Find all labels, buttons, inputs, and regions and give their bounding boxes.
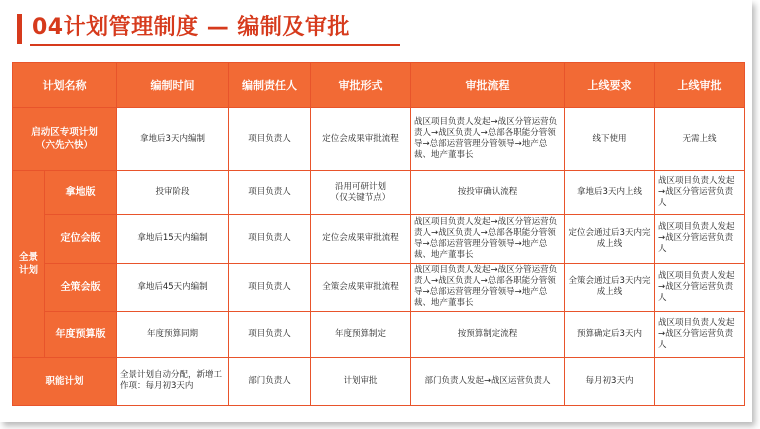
cell-online-req: 定位会通过后3天内完成上线 [565,215,655,263]
cell-flow: 按预算制定流程 [411,311,565,357]
cell-owner: 项目负责人 [229,108,311,171]
row-name-nadi: 拿地版 [45,171,117,215]
cell-online-approval: 战区项目负责人发起→战区分管运营负责人 [655,263,745,311]
table-row [13,108,745,171]
cell-online-approval [655,357,745,405]
cell-time: 拿地后45天内编制 [117,263,229,311]
header-compile-owner: 编制责任人 [229,63,311,108]
header-online-approval: 上线审批 [655,63,745,108]
header-plan-name: 计划名称 [13,63,117,108]
cell-form: 定位会成果审批流程 [311,108,411,171]
cell-time: 年度预算同期 [117,311,229,357]
row-name-quance: 全策会版 [45,263,117,311]
cell-form: 定位会成果审批流程 [311,215,411,263]
table-row [13,311,745,357]
cell-online-req: 预算确定后3天内 [565,311,655,357]
cell-form: 计划审批 [311,357,411,405]
table-row [13,171,745,215]
plan-approval-table [12,62,745,406]
row-name-qiandong: 启动区专项计划 （六先六快） [13,108,117,171]
cell-form: 全策会成果审批流程 [311,263,411,311]
row-name-niandu: 年度预算版 [45,311,117,357]
cell-owner: 项目负责人 [229,215,311,263]
cell-owner: 项目负责人 [229,171,311,215]
header-row [13,63,745,108]
table-row [13,263,745,311]
cell-time: 拿地后3天内编制 [117,108,229,171]
cell-owner: 部门负责人 [229,357,311,405]
header-online-requirement: 上线要求 [565,63,655,108]
header-compile-time: 编制时间 [117,63,229,108]
row-name-zhineng: 职能计划 [13,357,117,405]
table-row [13,357,745,405]
cell-flow: 战区项目负责人发起→战区分管运营负责人→战区负责人→总部各职能分管领导→总部运营管理分管领导→地产总裁、地产董事长 [411,108,565,171]
header-approval-form: 审批形式 [311,63,411,108]
cell-time: 投审阶段 [117,171,229,215]
cell-flow: 按投审确认流程 [411,171,565,215]
cell-form: 沿用可研计划 （仅关键节点） [311,171,411,215]
table-row [13,215,745,263]
cell-online-req: 全策会通过后3天内完成上线 [565,263,655,311]
cell-flow: 战区项目负责人发起→战区分管运营负责人→战区负责人→总部各职能分管领导→总部运营管理分管领导→地产总裁、地产董事长 [411,215,565,263]
header-approval-flow: 审批流程 [411,63,565,108]
cell-time: 全景计划自动分配，新增工作项：每月初3天内 [117,357,229,405]
cell-owner: 项目负责人 [229,263,311,311]
cell-online-approval: 无需上线 [655,108,745,171]
cell-online-req: 线下使用 [565,108,655,171]
page-title: 04计划管理制度 — 编制及审批 [32,15,350,40]
title-accent-bar [17,14,22,44]
cell-form: 年度预算制定 [311,311,411,357]
cell-online-req: 拿地后3天内上线 [565,171,655,215]
row-name-dingwei: 定位会版 [45,215,117,263]
title-underline [30,44,400,46]
cell-owner: 项目负责人 [229,311,311,357]
cell-flow: 战区项目负责人发起→战区分管运营负责人→战区负责人→总部各职能分管领导→总部运营管理分管领导→地产总裁、地产董事长 [411,263,565,311]
cell-online-approval: 战区项目负责人发起→战区分管运营负责人 [655,215,745,263]
cell-flow: 部门负责人发起→战区运营负责人 [411,357,565,405]
cell-online-approval: 战区项目负责人发起→战区分管运营负责人 [655,171,745,215]
group-quanjing: 全景 计划 [13,171,45,358]
cell-online-req: 每月初3天内 [565,357,655,405]
cell-online-approval: 战区项目负责人发起→战区分管运营负责人 [655,311,745,357]
cell-time: 拿地后15天内编制 [117,215,229,263]
